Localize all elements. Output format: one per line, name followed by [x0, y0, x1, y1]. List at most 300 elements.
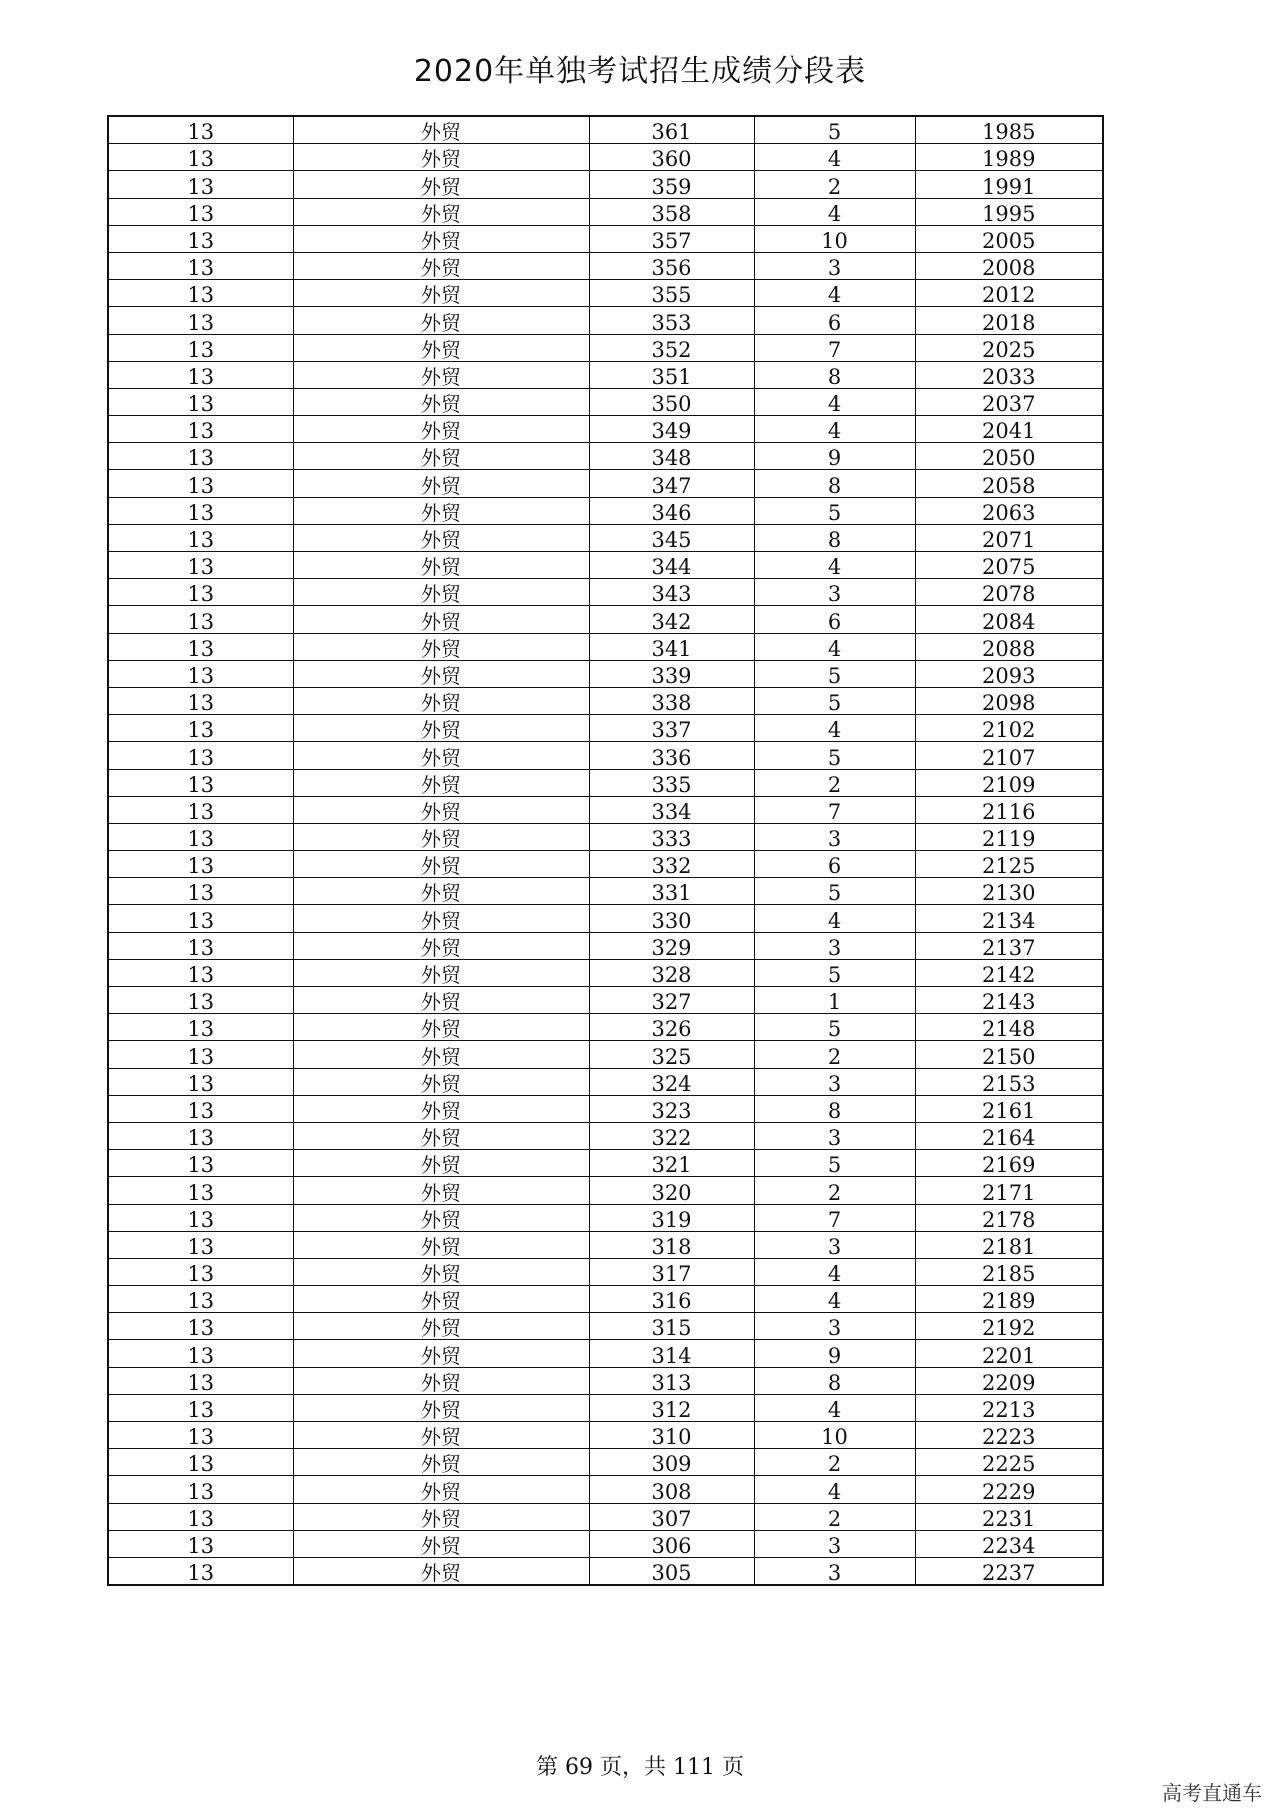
major-cell: 外贸: [293, 307, 589, 334]
major-cell: 外贸: [293, 905, 589, 932]
category-code-cell: 13: [108, 1014, 293, 1041]
score-cell: 305: [589, 1557, 754, 1585]
count-cell: 4: [754, 715, 915, 742]
category-code-cell: 13: [108, 1449, 293, 1476]
count-cell: 7: [754, 796, 915, 823]
table-row: [108, 769, 1103, 796]
category-code-cell: 13: [108, 579, 293, 606]
count-cell: 9: [754, 443, 915, 470]
score-cell: 328: [589, 959, 754, 986]
table-row: [108, 524, 1103, 551]
category-code-cell: 13: [108, 851, 293, 878]
cumulative-count-cell: 1985: [915, 116, 1103, 144]
major-cell: 外贸: [293, 388, 589, 415]
cumulative-count-cell: 2125: [915, 851, 1103, 878]
score-cell: 357: [589, 225, 754, 252]
major-cell: 外贸: [293, 1068, 589, 1095]
count-cell: 5: [754, 116, 915, 144]
count-cell: 2: [754, 1449, 915, 1476]
table-row: [108, 633, 1103, 660]
cumulative-count-cell: 2148: [915, 1014, 1103, 1041]
cumulative-count-cell: 2050: [915, 443, 1103, 470]
score-cell: 334: [589, 796, 754, 823]
category-code-cell: 13: [108, 198, 293, 225]
cumulative-count-cell: 2137: [915, 932, 1103, 959]
major-cell: 外贸: [293, 171, 589, 198]
table-row: [108, 388, 1103, 415]
category-code-cell: 13: [108, 280, 293, 307]
category-code-cell: 13: [108, 1041, 293, 1068]
table-row: [108, 171, 1103, 198]
cumulative-count-cell: 2150: [915, 1041, 1103, 1068]
major-cell: 外贸: [293, 851, 589, 878]
table-row: [108, 660, 1103, 687]
count-cell: 3: [754, 1122, 915, 1149]
category-code-cell: 13: [108, 524, 293, 551]
count-cell: 4: [754, 1286, 915, 1313]
category-code-cell: 13: [108, 1530, 293, 1557]
cumulative-count-cell: 2107: [915, 742, 1103, 769]
major-cell: 外贸: [293, 1041, 589, 1068]
score-cell: 359: [589, 171, 754, 198]
table-row: [108, 225, 1103, 252]
major-cell: 外贸: [293, 334, 589, 361]
major-cell: 外贸: [293, 742, 589, 769]
score-cell: 319: [589, 1204, 754, 1231]
table-row: [108, 252, 1103, 279]
table-row: [108, 742, 1103, 769]
score-cell: 337: [589, 715, 754, 742]
score-cell: 343: [589, 579, 754, 606]
category-code-cell: 13: [108, 252, 293, 279]
category-code-cell: 13: [108, 1394, 293, 1421]
major-cell: 外贸: [293, 524, 589, 551]
cumulative-count-cell: 2209: [915, 1367, 1103, 1394]
major-cell: 外贸: [293, 1204, 589, 1231]
page-title: 2020年单独考试招生成绩分段表: [413, 54, 867, 89]
score-cell: 332: [589, 851, 754, 878]
cumulative-count-cell: 2237: [915, 1557, 1103, 1585]
table-row: [108, 552, 1103, 579]
cumulative-count-cell: 2231: [915, 1503, 1103, 1530]
cumulative-count-cell: 2185: [915, 1258, 1103, 1285]
cumulative-count-cell: 1989: [915, 144, 1103, 171]
count-cell: 7: [754, 1204, 915, 1231]
category-code-cell: 13: [108, 1367, 293, 1394]
major-cell: 外贸: [293, 1313, 589, 1340]
major-cell: 外贸: [293, 769, 589, 796]
table-row: [108, 1204, 1103, 1231]
table-row: [108, 905, 1103, 932]
count-cell: 8: [754, 524, 915, 551]
cumulative-count-cell: 2169: [915, 1150, 1103, 1177]
cumulative-count-cell: 2153: [915, 1068, 1103, 1095]
count-cell: 4: [754, 1394, 915, 1421]
score-cell: 350: [589, 388, 754, 415]
cumulative-count-cell: 2075: [915, 552, 1103, 579]
table-row: [108, 1422, 1103, 1449]
count-cell: 4: [754, 416, 915, 443]
category-code-cell: 13: [108, 932, 293, 959]
count-cell: 5: [754, 1150, 915, 1177]
count-cell: 5: [754, 742, 915, 769]
table-row: [108, 579, 1103, 606]
major-cell: 外贸: [293, 416, 589, 443]
table-row: [108, 959, 1103, 986]
count-cell: 4: [754, 144, 915, 171]
major-cell: 外贸: [293, 1476, 589, 1503]
table-row: [108, 1231, 1103, 1258]
cumulative-count-cell: 2201: [915, 1340, 1103, 1367]
category-code-cell: 13: [108, 1557, 293, 1585]
score-cell: 360: [589, 144, 754, 171]
count-cell: 5: [754, 497, 915, 524]
table-row: [108, 1095, 1103, 1122]
count-cell: 5: [754, 1014, 915, 1041]
table-row: [108, 116, 1103, 144]
category-code-cell: 13: [108, 1177, 293, 1204]
category-code-cell: 13: [108, 878, 293, 905]
category-code-cell: 13: [108, 660, 293, 687]
cumulative-count-cell: 2109: [915, 769, 1103, 796]
major-cell: 外贸: [293, 1394, 589, 1421]
category-code-cell: 13: [108, 388, 293, 415]
category-code-cell: 13: [108, 307, 293, 334]
count-cell: 4: [754, 388, 915, 415]
count-cell: 1: [754, 987, 915, 1014]
category-code-cell: 13: [108, 1422, 293, 1449]
score-cell: 356: [589, 252, 754, 279]
category-code-cell: 13: [108, 1476, 293, 1503]
category-code-cell: 13: [108, 987, 293, 1014]
score-cell: 313: [589, 1367, 754, 1394]
cumulative-count-cell: 2130: [915, 878, 1103, 905]
count-cell: 7: [754, 334, 915, 361]
cumulative-count-cell: 2142: [915, 959, 1103, 986]
cumulative-count-cell: 2041: [915, 416, 1103, 443]
score-cell: 309: [589, 1449, 754, 1476]
cumulative-count-cell: 2213: [915, 1394, 1103, 1421]
count-cell: 4: [754, 1476, 915, 1503]
count-cell: 5: [754, 878, 915, 905]
category-code-cell: 13: [108, 1286, 293, 1313]
major-cell: 外贸: [293, 1122, 589, 1149]
table-row: [108, 1286, 1103, 1313]
count-cell: 4: [754, 905, 915, 932]
table-row: [108, 1449, 1103, 1476]
table-row: [108, 1122, 1103, 1149]
major-cell: 外贸: [293, 144, 589, 171]
major-cell: 外贸: [293, 443, 589, 470]
count-cell: 2: [754, 1503, 915, 1530]
cumulative-count-cell: 2102: [915, 715, 1103, 742]
major-cell: 外贸: [293, 1367, 589, 1394]
score-cell: 310: [589, 1422, 754, 1449]
table-row: [108, 1340, 1103, 1367]
major-cell: 外贸: [293, 225, 589, 252]
score-cell: 317: [589, 1258, 754, 1285]
score-cell: 341: [589, 633, 754, 660]
score-cell: 346: [589, 497, 754, 524]
cumulative-count-cell: 2225: [915, 1449, 1103, 1476]
cumulative-count-cell: 2192: [915, 1313, 1103, 1340]
count-cell: 6: [754, 606, 915, 633]
cumulative-count-cell: 2189: [915, 1286, 1103, 1313]
table-row: [108, 416, 1103, 443]
score-cell: 342: [589, 606, 754, 633]
score-cell: 322: [589, 1122, 754, 1149]
score-cell: 345: [589, 524, 754, 551]
table-row: [108, 361, 1103, 388]
category-code-cell: 13: [108, 905, 293, 932]
count-cell: 3: [754, 1557, 915, 1585]
table-row: [108, 1150, 1103, 1177]
score-cell: 307: [589, 1503, 754, 1530]
count-cell: 8: [754, 1367, 915, 1394]
score-cell: 339: [589, 660, 754, 687]
page-number-footer: 第 69 页，共 111 页: [536, 1755, 744, 1780]
category-code-cell: 13: [108, 552, 293, 579]
category-code-cell: 13: [108, 497, 293, 524]
count-cell: 8: [754, 1095, 915, 1122]
score-cell: 361: [589, 116, 754, 144]
table-row: [108, 1258, 1103, 1285]
category-code-cell: 13: [108, 823, 293, 850]
major-cell: 外贸: [293, 606, 589, 633]
table-row: [108, 1068, 1103, 1095]
category-code-cell: 13: [108, 116, 293, 144]
cumulative-count-cell: 2119: [915, 823, 1103, 850]
major-cell: 外贸: [293, 116, 589, 144]
category-code-cell: 13: [108, 1068, 293, 1095]
major-cell: 外贸: [293, 1095, 589, 1122]
major-cell: 外贸: [293, 497, 589, 524]
table-row: [108, 1503, 1103, 1530]
table-row: [108, 1557, 1103, 1585]
count-cell: 4: [754, 1258, 915, 1285]
score-table-body: [108, 116, 1103, 1585]
category-code-cell: 13: [108, 1204, 293, 1231]
table-row: [108, 987, 1103, 1014]
score-cell: 335: [589, 769, 754, 796]
category-code-cell: 13: [108, 742, 293, 769]
table-row: [108, 1476, 1103, 1503]
count-cell: 2: [754, 171, 915, 198]
count-cell: 3: [754, 1231, 915, 1258]
table-row: [108, 1177, 1103, 1204]
category-code-cell: 13: [108, 334, 293, 361]
count-cell: 6: [754, 307, 915, 334]
table-row: [108, 443, 1103, 470]
major-cell: 外贸: [293, 1340, 589, 1367]
table-row: [108, 470, 1103, 497]
cumulative-count-cell: 2063: [915, 497, 1103, 524]
major-cell: 外贸: [293, 987, 589, 1014]
table-row: [108, 144, 1103, 171]
count-cell: 4: [754, 198, 915, 225]
major-cell: 外贸: [293, 280, 589, 307]
count-cell: 5: [754, 687, 915, 714]
score-cell: 348: [589, 443, 754, 470]
score-cell: 329: [589, 932, 754, 959]
table-row: [108, 280, 1103, 307]
cumulative-count-cell: 2093: [915, 660, 1103, 687]
cumulative-count-cell: 2025: [915, 334, 1103, 361]
score-cell: 308: [589, 1476, 754, 1503]
major-cell: 外贸: [293, 823, 589, 850]
category-code-cell: 13: [108, 1258, 293, 1285]
table-row: [108, 851, 1103, 878]
cumulative-count-cell: 2143: [915, 987, 1103, 1014]
cumulative-count-cell: 2229: [915, 1476, 1103, 1503]
score-cell: 355: [589, 280, 754, 307]
cumulative-count-cell: 2018: [915, 307, 1103, 334]
table-row: [108, 823, 1103, 850]
category-code-cell: 13: [108, 1150, 293, 1177]
major-cell: 外贸: [293, 1231, 589, 1258]
score-cell: 306: [589, 1530, 754, 1557]
count-cell: 3: [754, 252, 915, 279]
major-cell: 外贸: [293, 633, 589, 660]
major-cell: 外贸: [293, 1557, 589, 1585]
category-code-cell: 13: [108, 715, 293, 742]
score-cell: 352: [589, 334, 754, 361]
table-row: [108, 606, 1103, 633]
count-cell: 2: [754, 769, 915, 796]
watermark: 高考直通车: [1162, 1781, 1262, 1805]
table-row: [108, 1367, 1103, 1394]
table-row: [108, 932, 1103, 959]
table-row: [108, 1014, 1103, 1041]
cumulative-count-cell: 2223: [915, 1422, 1103, 1449]
count-cell: 3: [754, 932, 915, 959]
cumulative-count-cell: 2005: [915, 225, 1103, 252]
score-cell: 314: [589, 1340, 754, 1367]
score-cell: 333: [589, 823, 754, 850]
cumulative-count-cell: 2234: [915, 1530, 1103, 1557]
category-code-cell: 13: [108, 687, 293, 714]
table-row: [108, 334, 1103, 361]
cumulative-count-cell: 2037: [915, 388, 1103, 415]
category-code-cell: 13: [108, 959, 293, 986]
major-cell: 外贸: [293, 715, 589, 742]
major-cell: 外贸: [293, 959, 589, 986]
major-cell: 外贸: [293, 1530, 589, 1557]
count-cell: 3: [754, 1313, 915, 1340]
table-row: [108, 715, 1103, 742]
major-cell: 外贸: [293, 796, 589, 823]
count-cell: 10: [754, 225, 915, 252]
cumulative-count-cell: 2012: [915, 280, 1103, 307]
count-cell: 4: [754, 633, 915, 660]
major-cell: 外贸: [293, 660, 589, 687]
score-cell: 331: [589, 878, 754, 905]
count-cell: 2: [754, 1041, 915, 1068]
category-code-cell: 13: [108, 171, 293, 198]
cumulative-count-cell: 2084: [915, 606, 1103, 633]
cumulative-count-cell: 2058: [915, 470, 1103, 497]
category-code-cell: 13: [108, 144, 293, 171]
cumulative-count-cell: 2071: [915, 524, 1103, 551]
table-row: [108, 878, 1103, 905]
score-cell: 320: [589, 1177, 754, 1204]
score-cell: 318: [589, 1231, 754, 1258]
score-cell: 324: [589, 1068, 754, 1095]
score-table: [107, 115, 1104, 1586]
category-code-cell: 13: [108, 796, 293, 823]
major-cell: 外贸: [293, 1503, 589, 1530]
table-row: [108, 1041, 1103, 1068]
score-cell: 325: [589, 1041, 754, 1068]
count-cell: 8: [754, 470, 915, 497]
count-cell: 3: [754, 1068, 915, 1095]
major-cell: 外贸: [293, 1258, 589, 1285]
cumulative-count-cell: 1991: [915, 171, 1103, 198]
category-code-cell: 13: [108, 1313, 293, 1340]
major-cell: 外贸: [293, 1449, 589, 1476]
major-cell: 外贸: [293, 470, 589, 497]
major-cell: 外贸: [293, 1014, 589, 1041]
major-cell: 外贸: [293, 579, 589, 606]
table-row: [108, 497, 1103, 524]
major-cell: 外贸: [293, 361, 589, 388]
category-code-cell: 13: [108, 633, 293, 660]
score-cell: 347: [589, 470, 754, 497]
category-code-cell: 13: [108, 470, 293, 497]
count-cell: 3: [754, 579, 915, 606]
cumulative-count-cell: 2134: [915, 905, 1103, 932]
major-cell: 外贸: [293, 1150, 589, 1177]
score-cell: 358: [589, 198, 754, 225]
cumulative-count-cell: 2164: [915, 1122, 1103, 1149]
cumulative-count-cell: 2178: [915, 1204, 1103, 1231]
category-code-cell: 13: [108, 1122, 293, 1149]
count-cell: 5: [754, 660, 915, 687]
score-cell: 315: [589, 1313, 754, 1340]
major-cell: 外贸: [293, 878, 589, 905]
major-cell: 外贸: [293, 932, 589, 959]
major-cell: 外贸: [293, 1286, 589, 1313]
major-cell: 外贸: [293, 1177, 589, 1204]
count-cell: 4: [754, 552, 915, 579]
score-cell: 336: [589, 742, 754, 769]
cumulative-count-cell: 2161: [915, 1095, 1103, 1122]
major-cell: 外贸: [293, 198, 589, 225]
table-row: [108, 687, 1103, 714]
cumulative-count-cell: 2098: [915, 687, 1103, 714]
category-code-cell: 13: [108, 606, 293, 633]
cumulative-count-cell: 2033: [915, 361, 1103, 388]
cumulative-count-cell: 2008: [915, 252, 1103, 279]
table-row: [108, 796, 1103, 823]
count-cell: 2: [754, 1177, 915, 1204]
category-code-cell: 13: [108, 225, 293, 252]
count-cell: 9: [754, 1340, 915, 1367]
score-cell: 344: [589, 552, 754, 579]
major-cell: 外贸: [293, 687, 589, 714]
count-cell: 5: [754, 959, 915, 986]
score-cell: 321: [589, 1150, 754, 1177]
category-code-cell: 13: [108, 1095, 293, 1122]
count-cell: 4: [754, 280, 915, 307]
score-cell: 327: [589, 987, 754, 1014]
category-code-cell: 13: [108, 769, 293, 796]
cumulative-count-cell: 2088: [915, 633, 1103, 660]
category-code-cell: 13: [108, 1340, 293, 1367]
cumulative-count-cell: 2078: [915, 579, 1103, 606]
major-cell: 外贸: [293, 252, 589, 279]
cumulative-count-cell: 2181: [915, 1231, 1103, 1258]
